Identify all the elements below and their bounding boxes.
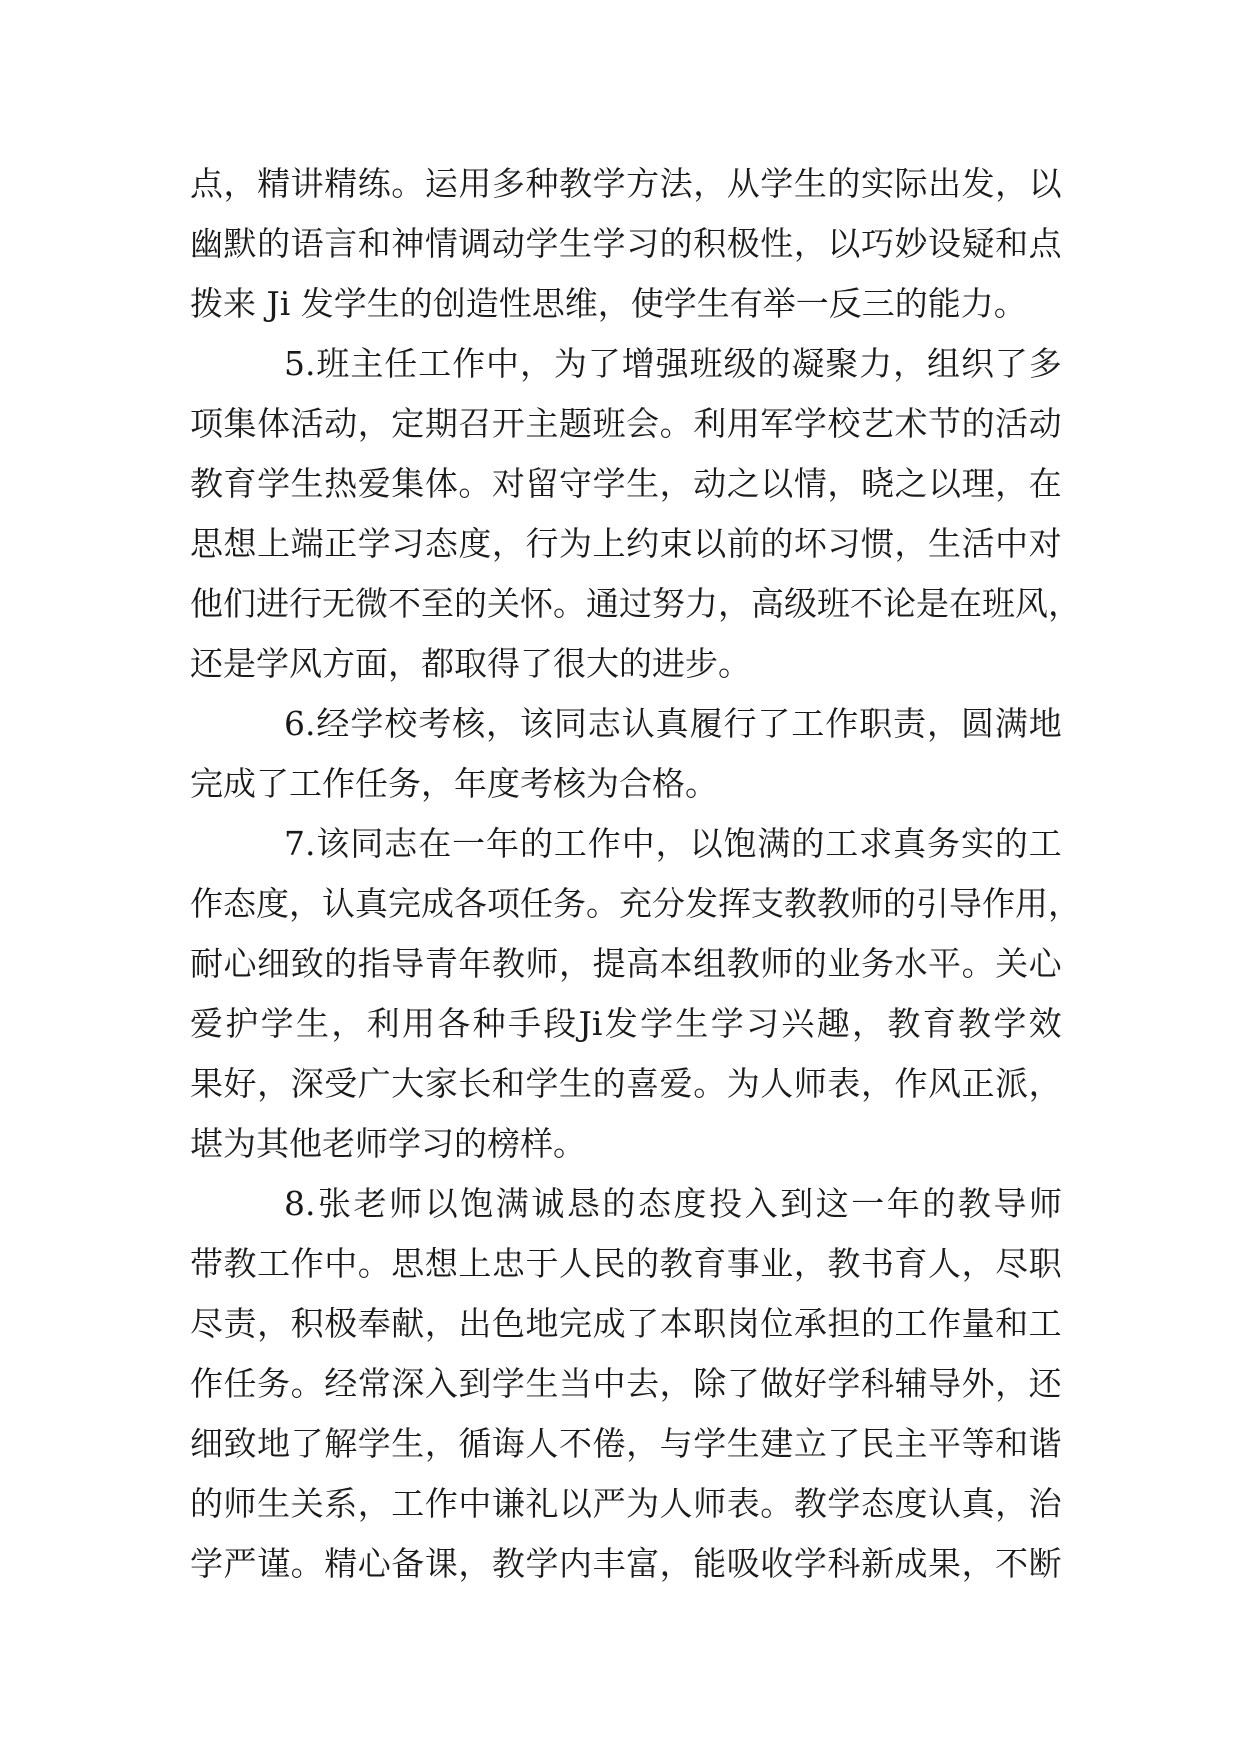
text-line: 6. 经 学 校 考 核 ， 该 同 志 认 真 履 行 了 工 作 职 责 ， 圆 满 地 [284,704,1062,743]
text-line: 5. 班 主 任 工 作 中 ， 为 了 增 强 班 级 的 凝 聚 力 ， 组 织 了 多 [284,344,1062,383]
text-line: 作 态 度 ， 认 真 完 成 各 项 任 务 。 充 分 发 挥 支 教 教 师 的 引 导 作 用 ， [190,884,1081,923]
text-line: 完成了工作任务，年度考核为合格。 [190,764,718,803]
text-line: 作 任 务 。 经 常 深 入 到 学 生 当 中 去 ， 除 了 做 好 学 科 辅 导 外 ， 还 [190,1364,1062,1403]
text-line: 7. 该 同 志 在 一 年 的 工 作 中 ， 以 饱 满 的 工 求 真 务 实 的 工 [284,824,1062,863]
text-line: 思 想 上 端 正 学 习 态 度 ， 行 为 上 约 束 以 前 的 坏 习 惯 ， 生 活 中 对 [190,524,1062,563]
text-line: 他 们 进 行 无 微 不 至 的 关 怀 。 通 过 努 力 ， 高 级 班 不 论 是 在 班 风 ， [190,584,1081,623]
text-line: 堪为其他老师学习的榜样。 [190,1124,586,1163]
text-line: 8. 张 老 师 以 饱 满 诚 恳 的 态 度 投 入 到 这 一 年 的 教 导 师 [284,1184,1062,1223]
text-line: 幽 默 的 语 言 和 神 情 调 动 学 生 学 习 的 积 极 性 ， 以 巧 妙 设 疑 和 点 [190,224,1062,263]
text-line: 拨来 Ji 发学生的创造性思维，使学生有举一反三的能力。 [190,284,1027,323]
text-line: 教 育 学 生 热 爱 集 体 。 对 留 守 学 生 ， 动 之 以 情 ， 晓 之 以 理 ， 在 [190,464,1062,503]
text-line: 耐 心 细 致 的 指 导 青 年 教 师 ， 提 高 本 组 教 师 的 业 务 水 平 。 关 心 [190,944,1062,983]
text-line: 学 严 谨 。 精 心 备 课 ， 教 学 内 丰 富 ， 能 吸 收 学 科 新 成 果 ， 不 断 [190,1544,1062,1583]
text-line: 细 致 地 了 解 学 生 ， 循 诲 人 不 倦 ， 与 学 生 建 立 了 民 主 平 等 和 谐 [190,1424,1062,1463]
text-line: 爱 护 学 生 ， 利 用 各 种 手 段 Ji 发 学 生 学 习 兴 趣 ， 教 育 教 学 效 [190,1004,1062,1043]
text-line: 点 ， 精 讲 精 练 。 运 用 多 种 教 学 方 法 ， 从 学 生 的 实 际 出 发 ， 以 [190,164,1062,203]
document-body [190,154,1081,1594]
text-line: 果 好 ， 深 受 广 大 家 长 和 学 生 的 喜 爱 。 为 人 师 表 ， 作 风 正 派 ， [190,1064,1062,1103]
text-line: 带 教 工 作 中 。 思 想 上 忠 于 人 民 的 教 育 事 业 ， 教 书 育 人 ， 尽 职 [190,1244,1062,1283]
text-line: 的 师 生 关 系 ， 工 作 中 谦 礼 以 严 为 人 师 表 。 教 学 态 度 认 真 ， 治 [190,1484,1062,1523]
text-line: 还是学风方面，都取得了很大的进步。 [190,644,751,683]
text-line: 尽 责 ， 积 极 奉 献 ， 出 色 地 完 成 了 本 职 岗 位 承 担 的 工 作 量 和 工 [190,1304,1062,1343]
text-line: 项 集 体 活 动 ， 定 期 召 开 主 题 班 会 。 利 用 军 学 校 艺 术 节 的 活 动 [190,404,1062,443]
